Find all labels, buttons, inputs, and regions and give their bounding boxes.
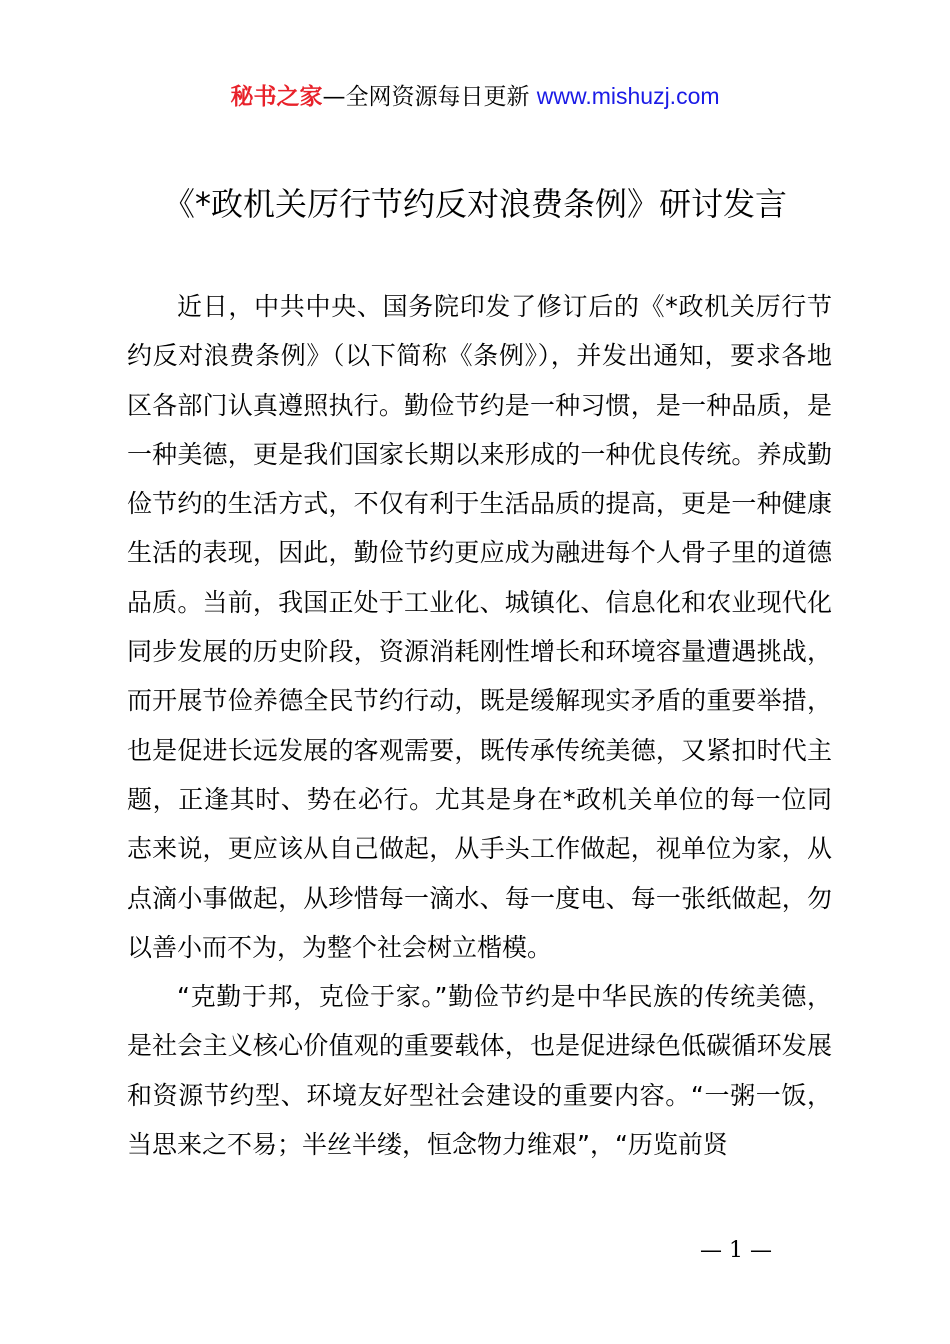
document-body <box>127 282 832 1169</box>
page-number: — 1 — <box>700 1238 772 1263</box>
header-slogan: —全网资源每日更新 <box>322 84 530 110</box>
site-url-link[interactable]: www.mishuzj.com <box>536 83 720 109</box>
paragraph: “克勤于邦，克俭于家。”勤俭节约是中华民族的传统美德，是社会主义核心价值观的重要载体，也是促进绿色低碳循环发展和资源节约型、环境友好型社会建设的重要内容。“一粥一饭，当思来之不易；半丝半缕，恒念物力维艰”，“历览前贤 <box>127 982 832 1160</box>
brand-name: 秘书之家 <box>230 84 323 110</box>
paragraph: 近日，中共中央、国务院印发了修订后的《*政机关厉行节约反对浪费条例》（以下简称《条例》），并发出通知，要求各地区各部门认真遵照执行。勤俭节约是一种习惯，是一种品质，是一种美德，更是我们国家长期以来形成的一种优良传统。养成勤俭节约的生活方式，不仅有利于生活品质的提高，更是一种健康生活的表现，因此，勤俭节约更应成为融进每个人骨子里的道德品质。当前，我国正处于工业化、城镇化、信息化和农业现代化同步发展的历史阶段，资源消耗刚性增长和环境容量遭遇挑战，而开展节俭养德全民节约行动，既是缓解现实矛盾的重要举措，也是促进长远发展的客观需要，既传承传统美德，又紧扣时代主题，正逢其时、势在必行。尤其是身在*政机关单位的每一位同志来说，更应该从自己做起，从手头工作做起，视单位为家，从点滴小事做起，从珍惜每一滴水、每一度电、每一张纸做起，勿以善小而不为，为整个社会树立楷模。 <box>127 292 832 962</box>
document-title: 《*政机关厉行节约反对浪费条例》研讨发言 <box>162 185 787 223</box>
site-header <box>0 80 950 113</box>
